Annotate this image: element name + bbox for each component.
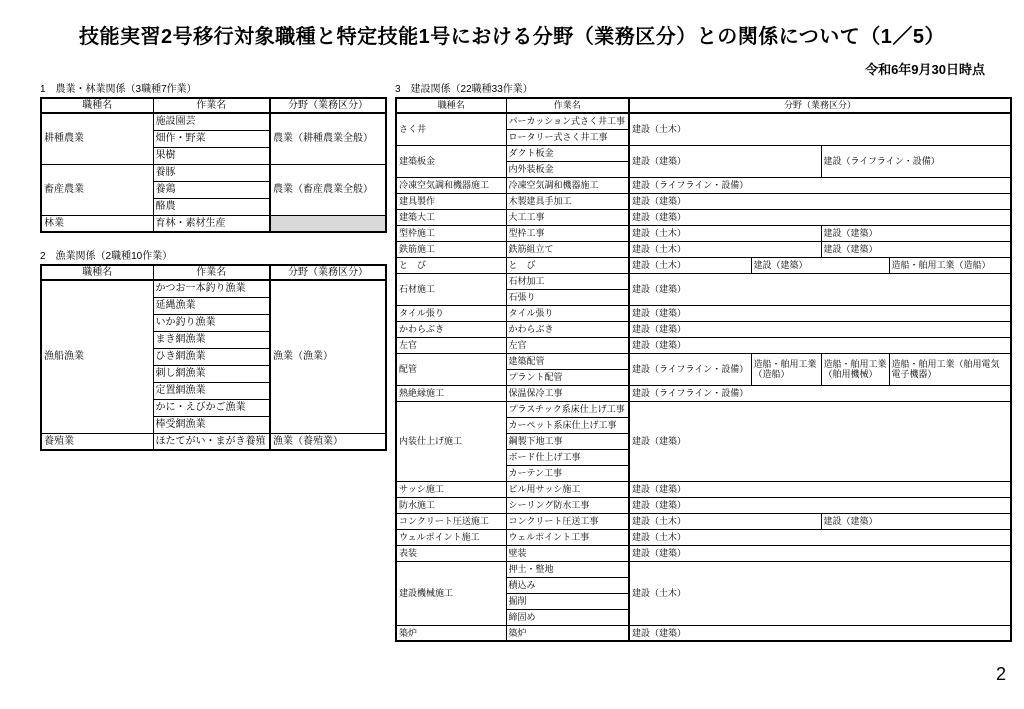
task-cell: 養豚: [153, 164, 270, 181]
field-cell: 建設（土木）: [629, 257, 751, 273]
field-cell: 建設（建築）: [629, 209, 1011, 225]
task-cell: かつお一本釣り漁業: [153, 280, 270, 297]
field-cell: 漁業（漁業）: [270, 280, 386, 433]
field-cell: 建設（建築）: [821, 513, 1011, 529]
page-number: 2: [995, 664, 1006, 684]
job-cell: 耕種農業: [41, 113, 153, 164]
task-cell: シーリング防水工事: [506, 497, 629, 513]
field-cell: [270, 215, 386, 232]
field-cell: 造船・舶用工業（舶用電気電子機器）: [889, 353, 1011, 385]
section-label: 2 漁業関係（2職種10作業）: [40, 251, 173, 262]
field-cell: 建設（建築）: [629, 481, 1011, 497]
task-cell: 施設園芸: [153, 113, 270, 130]
task-cell: 鋼製下地工事: [506, 433, 629, 449]
column-header-field: 分野（業務区分）: [270, 98, 386, 113]
job-cell: 内装仕上げ施工: [396, 401, 506, 481]
job-cell: 石材施工: [396, 273, 506, 305]
task-cell: 押土・整地: [506, 561, 629, 577]
field-cell: 建設（ライフライン・設備）: [629, 385, 1011, 401]
job-cell: 表装: [396, 545, 506, 561]
field-cell: 建設（建築）: [821, 225, 1011, 241]
field-cell: 建設（建築）: [629, 545, 1011, 561]
field-cell: 建設（建築）: [629, 273, 1011, 305]
task-cell: 建築配管: [506, 353, 629, 369]
job-cell: 畜産農業: [41, 164, 153, 215]
job-cell: 漁船漁業: [41, 280, 153, 433]
job-cell: 建具製作: [396, 193, 506, 209]
job-cell: ウェルポイント施工: [396, 529, 506, 545]
job-cell: さく井: [396, 113, 506, 145]
column-header-task: 作業名: [506, 98, 629, 113]
field-cell: 建設（建築）: [629, 193, 1011, 209]
job-cell: 築炉: [396, 625, 506, 641]
job-cell: 林業: [41, 215, 153, 232]
agriculture-forestry-table: [40, 97, 387, 233]
field-cell: 建設（土木）: [629, 513, 821, 529]
task-cell: 左官: [506, 337, 629, 353]
task-cell: コンクリート圧送工事: [506, 513, 629, 529]
field-cell: 建設（ライフライン・設備）: [629, 177, 1011, 193]
job-cell: コンクリート圧送施工: [396, 513, 506, 529]
task-cell: まき網漁業: [153, 331, 270, 348]
task-cell: 保温保冷工事: [506, 385, 629, 401]
job-cell: と び: [396, 257, 506, 273]
job-cell: 配管: [396, 353, 506, 385]
field-cell: 建設（ライフライン・設備）: [629, 353, 751, 385]
field-cell: 建設（土木）: [629, 529, 1011, 545]
task-cell: プラント配管: [506, 369, 629, 385]
construction-table: [395, 97, 1012, 642]
task-cell: かわらぶき: [506, 321, 629, 337]
job-cell: 建築大工: [396, 209, 506, 225]
field-cell: 建設（建築）: [821, 241, 1011, 257]
job-cell: 建築板金: [396, 145, 506, 177]
job-cell: かわらぶき: [396, 321, 506, 337]
page-title: 技能実習2号移行対象職種と特定技能1号における分野（業務区分）との関係について（1／5）: [78, 26, 946, 48]
job-cell: 防水施工: [396, 497, 506, 513]
task-cell: 型枠工事: [506, 225, 629, 241]
fishery-section: [40, 250, 385, 451]
task-cell: 築炉: [506, 625, 629, 641]
field-cell: 農業（耕種農業全般）: [270, 113, 386, 164]
task-cell: 石材加工: [506, 273, 629, 289]
field-cell: 建設（土木）: [629, 113, 1011, 145]
task-cell: 育林・素材生産: [153, 215, 270, 232]
field-cell: 建設（建築）: [629, 321, 1011, 337]
job-cell: 熱絶縁施工: [396, 385, 506, 401]
column-header-task: 作業名: [153, 98, 270, 113]
field-cell: 建設（建築）: [629, 625, 1011, 641]
task-cell: かに・えびかご漁業: [153, 399, 270, 416]
task-cell: いか釣り漁業: [153, 314, 270, 331]
task-cell: ひき網漁業: [153, 348, 270, 365]
job-cell: 左官: [396, 337, 506, 353]
column-header-job: 職種名: [41, 98, 153, 113]
task-cell: 締固め: [506, 609, 629, 625]
job-cell: 型枠施工: [396, 225, 506, 241]
task-cell: タイル張り: [506, 305, 629, 321]
date-note: 令和6年9月30日時点: [865, 62, 985, 77]
task-cell: 延縄漁業: [153, 297, 270, 314]
task-cell: パーカッション式さく井工事: [506, 113, 629, 129]
task-cell: 内外装板金: [506, 161, 629, 177]
field-cell: 建設（土木）: [629, 241, 821, 257]
field-cell: 建設（土木）: [629, 225, 821, 241]
task-cell: 定置網漁業: [153, 382, 270, 399]
task-cell: 冷凍空気調和機器施工: [506, 177, 629, 193]
task-cell: ウェルポイント工事: [506, 529, 629, 545]
task-cell: 石張り: [506, 289, 629, 305]
task-cell: 大工工事: [506, 209, 629, 225]
task-cell: ビル用サッシ施工: [506, 481, 629, 497]
task-cell: 壁装: [506, 545, 629, 561]
task-cell: 酪農: [153, 198, 270, 215]
task-cell: ダクト板金: [506, 145, 629, 161]
construction-section: [395, 83, 1010, 642]
field-cell: 建設（建築）: [629, 497, 1011, 513]
task-cell: 果樹: [153, 147, 270, 164]
field-cell: 建設（建築）: [629, 401, 1011, 481]
task-cell: 木製建具手加工: [506, 193, 629, 209]
column-header-job: 職種名: [41, 265, 153, 280]
column-header-task: 作業名: [153, 265, 270, 280]
task-cell: ボード仕上げ工事: [506, 449, 629, 465]
task-cell: 刺し網漁業: [153, 365, 270, 382]
task-cell: 鉄筋組立て: [506, 241, 629, 257]
task-cell: ロータリー式さく井工事: [506, 129, 629, 145]
field-cell: 建設（建築）: [751, 257, 889, 273]
field-cell: 建設（建築）: [629, 145, 821, 177]
task-cell: 養鶏: [153, 181, 270, 198]
column-header-field: 分野（業務区分）: [270, 265, 386, 280]
task-cell: と び: [506, 257, 629, 273]
field-cell: 造船・舶用工業（舶用機械）: [821, 353, 889, 385]
field-cell: 造船・舶用工業（造船）: [751, 353, 821, 385]
section-label: 3 建設関係（22職種33作業）: [395, 84, 533, 95]
column-header-field: 分野（業務区分）: [629, 98, 1011, 113]
task-cell: 棒受網漁業: [153, 416, 270, 433]
task-cell: ほたてがい・まがき養殖: [153, 433, 270, 450]
task-cell: カーペット系床仕上げ工事: [506, 417, 629, 433]
field-cell: 造船・舶用工業（造船）: [889, 257, 1011, 273]
task-cell: プラスチック系床仕上げ工事: [506, 401, 629, 417]
job-cell: 養殖業: [41, 433, 153, 450]
field-cell: 建設（建築）: [629, 337, 1011, 353]
task-cell: カーテン工事: [506, 465, 629, 481]
fishery-table: [40, 264, 387, 451]
field-cell: 建設（土木）: [629, 561, 1011, 625]
job-cell: 冷凍空気調和機器施工: [396, 177, 506, 193]
section-label: 1 農業・林業関係（3職種7作業）: [40, 84, 197, 95]
job-cell: タイル張り: [396, 305, 506, 321]
task-cell: 掘削: [506, 593, 629, 609]
field-cell: 農業（畜産農業全般）: [270, 164, 386, 215]
job-cell: 鉄筋施工: [396, 241, 506, 257]
agriculture-forestry-section: [40, 83, 385, 233]
field-cell: 建設（ライフライン・設備）: [821, 145, 1011, 177]
column-header-job: 職種名: [396, 98, 506, 113]
task-cell: 畑作・野菜: [153, 130, 270, 147]
field-cell: 漁業（養殖業）: [270, 433, 386, 450]
job-cell: 建設機械施工: [396, 561, 506, 625]
field-cell: 建設（建築）: [629, 305, 1011, 321]
task-cell: 積込み: [506, 577, 629, 593]
job-cell: サッシ施工: [396, 481, 506, 497]
